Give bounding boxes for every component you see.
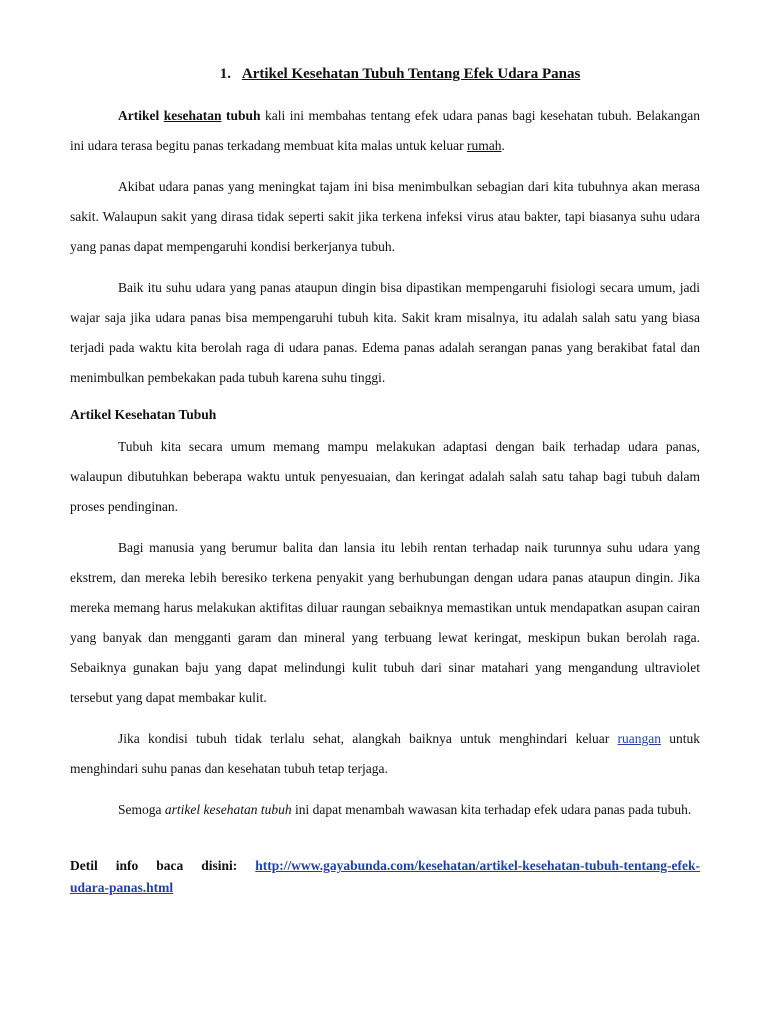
paragraph-2: Akibat udara panas yang meningkat tajam ini bisa menimbulkan sebagian dari kita tubuhnya akan merasa sakit. Walaupun sakit yang dirasa tidak seperti sakit jika terkena infeksi virus atau bakter, tapi biasanya suhu udara yang panas dapat mempengaruhi kondisi berkerjanya tubuh. (70, 179, 700, 254)
p6-end: untuk menghindari suhu panas dan kesehatan tubuh tetap terjaga. (70, 731, 700, 776)
title-number: 1. (219, 66, 231, 82)
paragraph-5: Bagi manusia yang berumur balita dan lansia itu lebih rentan terhadap naik turunnya suhu udara yang ekstrem, dan mereka lebih beresiko terkena penyakit yang berhubungan dengan udara panas ataupun dingin. Jika mereka memang harus melakukan aktifitas diluar raungan sebaiknya memastikan untuk mendapatkan asupan cairan yang banyak dan mengganti garam dan mineral yang terbuang lewat keringat, meskipun bukan berolah raga. Sebaiknya gunakan baju yang dapat melindungi kulit tubuh dari sinar matahari yang mengandung ultraviolet tersebut yang dapat membakar kulit. (70, 540, 700, 705)
source-info (70, 855, 700, 899)
link-rumah[interactable]: rumah (466, 138, 502, 153)
page-title (70, 66, 700, 83)
paragraph-7 (70, 795, 700, 825)
p7-start: Semoga (118, 802, 165, 817)
source-link[interactable]: http://www.gayabunda.com/kesehatan/artikel-kesehatan-tubuh-tentang-efek-udara-panas.html (70, 858, 701, 895)
title-text: Artikel Kesehatan Tubuh Tentang Efek Udara Panas (241, 66, 581, 82)
paragraph-6 (70, 724, 700, 784)
document-page (70, 66, 700, 899)
p1-end: . (501, 138, 505, 153)
p7-italic: artikel kesehatan tubuh (164, 802, 292, 817)
p1-word-tubuh: tubuh (225, 108, 261, 123)
section-heading: Artikel Kesehatan Tubuh (70, 407, 217, 422)
paragraph-1 (70, 101, 700, 161)
p7-end: ini dapat menambah wawasan kita terhadap efek udara panas pada tubuh. (291, 802, 692, 817)
p1-text: kali ini membahas tentang efek udara panas bagi kesehatan tubuh. Belakangan ini udara terasa begitu panas terkadang membuat kita malas untuk keluar (70, 108, 700, 153)
paragraph-3: Baik itu suhu udara yang panas ataupun dingin bisa dipastikan mempengaruhi fisiologi secara umum, jadi wajar saja jika udara panas bisa mempengaruhi tubuh kita. Sakit kram misalnya, itu adalah salah satu yang biasa terjadi pada waktu kita berolah raga di udara panas. Edema panas adalah serangan panas yang berakibat fatal dan menimbulkan pembekakan pada tubuh karena suhu tinggi. (70, 280, 700, 385)
p1-word-artikel: Artikel (118, 108, 160, 123)
p1-link-kesehatan[interactable]: kesehatan (163, 108, 222, 123)
paragraph-4: Tubuh kita secara umum memang mampu melakukan adaptasi dengan baik terhadap udara panas, walaupun dibutuhkan beberapa waktu untuk penyesuaian, dan keringat adalah salah satu tahap bagi tubuh dalam proses pendinginan. (70, 439, 700, 514)
source-label: Detil info baca disini: (70, 858, 238, 873)
link-ruangan[interactable]: ruangan (617, 731, 662, 746)
p6-text: Jika kondisi tubuh tidak terlalu sehat, alangkah baiknya untuk menghindari keluar (118, 731, 618, 746)
